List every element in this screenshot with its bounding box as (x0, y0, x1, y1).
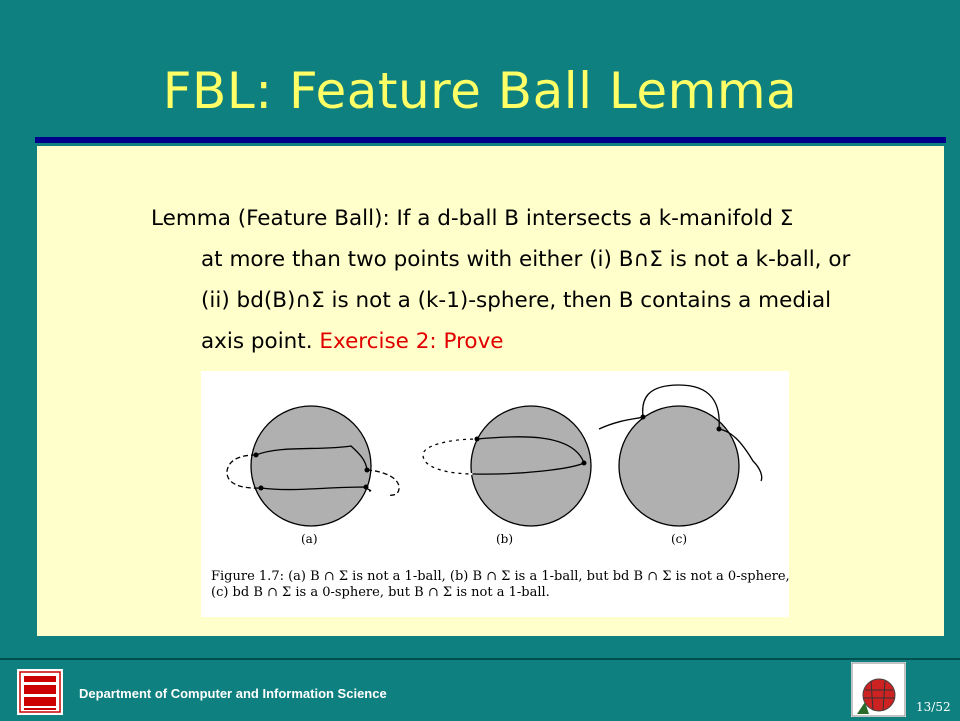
point-b-2 (582, 461, 587, 466)
caption-line-2: (c) bd B ∩ Σ is a 0-sphere, but B ∩ Σ is not a 1-ball. (211, 585, 550, 600)
point-a-3 (365, 468, 370, 473)
title-rule (35, 137, 946, 143)
footer-rule (0, 658, 960, 660)
curve-b-dashed (423, 439, 477, 474)
caption-line-1: Figure 1.7: (a) B ∩ Σ is not a 1-ball, (b) B ∩ Σ is a 1-ball, but bd B ∩ Σ is not a 0-sphere, (211, 569, 790, 584)
ball-a (251, 406, 371, 526)
slide-title: FBL: Feature Ball Lemma (162, 62, 798, 120)
point-a-1 (254, 453, 259, 458)
point-a-2 (259, 486, 264, 491)
lemma-text (151, 198, 871, 362)
point-c-2 (717, 427, 722, 432)
exercise-prompt: Exercise 2: Prove (319, 329, 504, 354)
point-c-1 (641, 415, 646, 420)
content-panel (37, 146, 944, 636)
curve-a-right (367, 470, 399, 495)
page-number: 13/52 (916, 700, 951, 714)
ohio-state-logo-graphic (17, 669, 63, 715)
jyamiti-badge (851, 662, 906, 717)
label-b: (b) (496, 532, 514, 546)
figure-illustration (201, 371, 789, 571)
label-a: (a) (301, 532, 318, 546)
lemma-line-1: Lemma (Feature Ball): If a d-ball B intersects a k-manifold Σ (151, 206, 794, 231)
department-name: Department of Computer and Information Science (79, 686, 387, 701)
ball-c (619, 406, 739, 526)
jyamiti-badge-graphic (851, 662, 906, 717)
label-c: (c) (671, 532, 688, 546)
point-a-4 (364, 485, 369, 490)
lemma-body: at more than two points with either (i) B∩Σ is not a k-ball, or (ii) bd(B)∩Σ is not a (k-1)-sphere, then B contains a medial axis point. (201, 247, 851, 354)
point-b-1 (475, 437, 480, 442)
ohio-state-logo (17, 669, 63, 715)
figure-caption (211, 569, 790, 601)
lemma-continuation (151, 239, 871, 362)
figure-1-7 (201, 371, 789, 617)
